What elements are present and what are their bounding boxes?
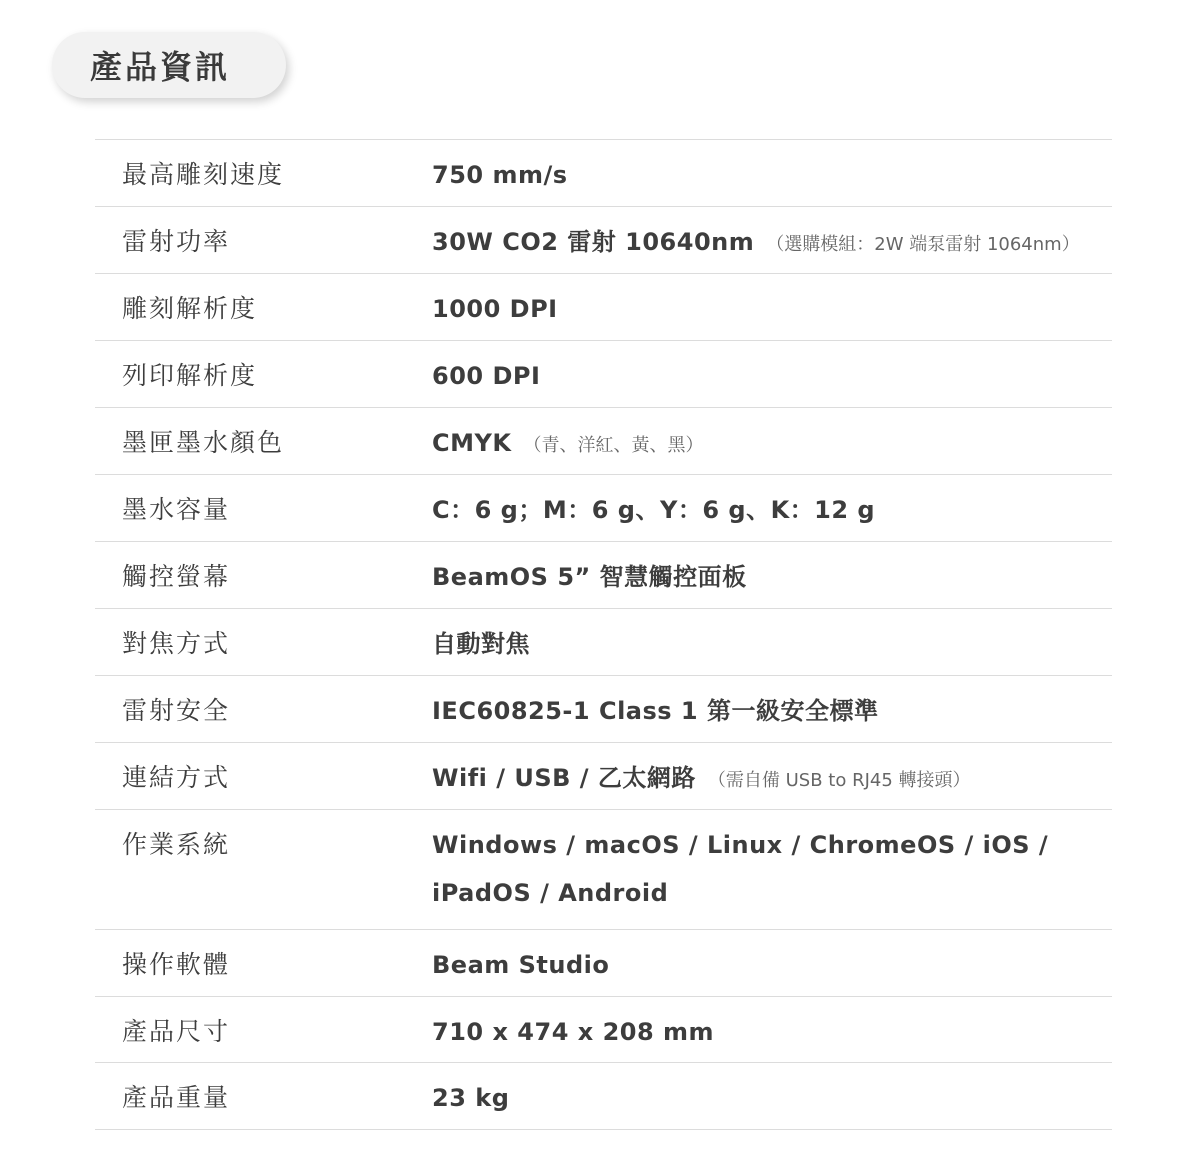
spec-row-laser-power bbox=[95, 207, 1112, 274]
spec-row-operating-systems bbox=[95, 810, 1112, 930]
spec-value: 710 x 474 x 208 mm bbox=[432, 1018, 715, 1046]
spec-label: 最高雕刻速度 bbox=[122, 160, 285, 189]
spec-value: 23 kg bbox=[432, 1084, 510, 1112]
spec-row-print-resolution bbox=[95, 341, 1112, 408]
spec-value: 自動對焦 bbox=[432, 630, 530, 658]
spec-value: Wifi / USB / 乙太網路 （需自備 USB to RJ45 轉接頭） bbox=[432, 764, 971, 792]
spec-value: IEC60825-1 Class 1 第一級安全標準 bbox=[432, 697, 879, 725]
spec-label: 雷射功率 bbox=[122, 227, 231, 256]
spec-row-touchscreen bbox=[95, 542, 1112, 609]
spec-row-weight bbox=[95, 1063, 1112, 1130]
spec-label: 雷射安全 bbox=[122, 696, 231, 725]
spec-label: 雕刻解析度 bbox=[122, 294, 258, 323]
spec-note: （青、洋紅、黃、黑） bbox=[523, 435, 704, 456]
spec-table bbox=[95, 139, 1112, 1130]
spec-row-dimensions bbox=[95, 997, 1112, 1063]
spec-label: 觸控螢幕 bbox=[122, 562, 231, 591]
spec-value: C：6 g；M：6 g、Y：6 g、K：12 g bbox=[432, 496, 876, 524]
spec-row-engraving-resolution bbox=[95, 274, 1112, 341]
spec-value: 30W CO2 雷射 10640nm （選購模組：2W 端泵雷射 1064nm） bbox=[432, 228, 1080, 256]
spec-value: Beam Studio bbox=[432, 951, 610, 979]
spec-label: 墨水容量 bbox=[122, 495, 231, 524]
spec-label: 操作軟體 bbox=[122, 950, 231, 979]
spec-label: 產品重量 bbox=[122, 1083, 231, 1112]
spec-row-engraving-speed bbox=[95, 140, 1112, 207]
spec-label: 作業系統 bbox=[122, 830, 231, 859]
spec-note: （需自備 USB to RJ45 轉接頭） bbox=[707, 770, 971, 791]
spec-value: BeamOS 5” 智慧觸控面板 bbox=[432, 563, 747, 591]
spec-value: 600 DPI bbox=[432, 362, 541, 390]
spec-value: CMYK （青、洋紅、黃、黑） bbox=[432, 429, 704, 457]
spec-row-connectivity bbox=[95, 743, 1112, 810]
spec-label: 列印解析度 bbox=[122, 361, 258, 390]
spec-row-software bbox=[95, 930, 1112, 997]
spec-label: 產品尺寸 bbox=[122, 1017, 231, 1046]
spec-note: （選購模組：2W 端泵雷射 1064nm） bbox=[766, 234, 1080, 255]
spec-row-laser-safety bbox=[95, 676, 1112, 743]
spec-value: Windows / macOS / Linux / ChromeOS / iOS / iPadOS / Android bbox=[432, 831, 1049, 907]
spec-row-focus-method bbox=[95, 609, 1112, 676]
spec-label: 墨匣墨水顏色 bbox=[122, 428, 285, 457]
spec-row-ink-colors bbox=[95, 408, 1112, 475]
spec-label: 連結方式 bbox=[122, 763, 231, 792]
spec-value: 750 mm/s bbox=[432, 161, 568, 189]
spec-row-ink-capacity bbox=[95, 475, 1112, 542]
spec-value: 1000 DPI bbox=[432, 295, 558, 323]
spec-label: 對焦方式 bbox=[122, 629, 231, 658]
section-title: 產品資訊 bbox=[52, 32, 286, 98]
